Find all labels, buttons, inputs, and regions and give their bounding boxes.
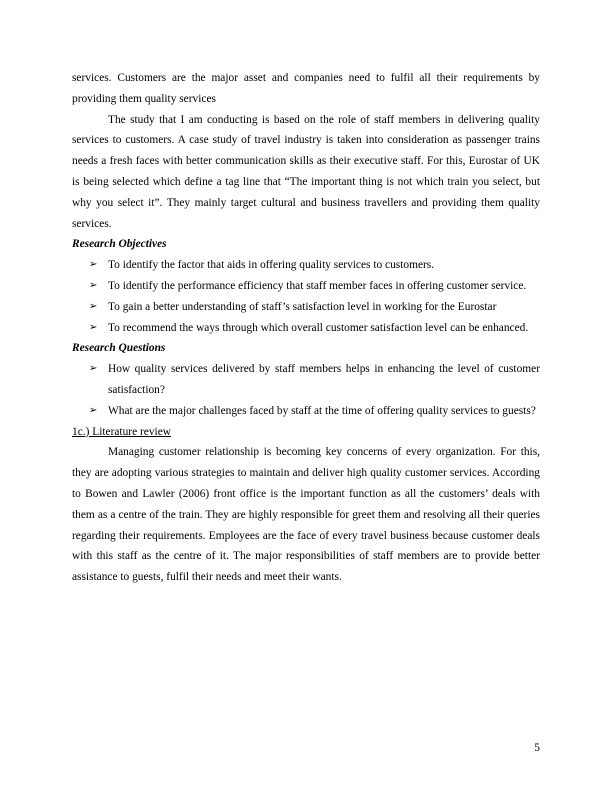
arrowhead-bullet-icon: ➢ — [89, 321, 98, 333]
research-questions-heading: Research Questions — [72, 342, 166, 355]
literature-review-paragraph: Managing customer relationship is becoming key concerns of every organization. For this, they are adopting various strategies to maintain and deliver high quality customer services. According to Bowen and Lawler (2006) front office is the important function as all the customers’ deals with them as a centre of the train. They are highly responsible for greet them and resolving all their queries regarding their requirements. Employees are the face of every travel business because customer deals with this staff as the centre of it. The major responsibilities of staff members are to provide better assistance to guests, fulfil their needs and meet their wants. — [72, 446, 540, 584]
arrowhead-bullet-icon: ➢ — [89, 404, 98, 416]
page-number: 5 — [534, 742, 540, 754]
arrowhead-bullet-icon: ➢ — [89, 279, 98, 291]
objective-text: To recommend the ways through which overall customer satisfaction level can be enhanced. — [108, 321, 529, 334]
objective-text: To identify the factor that aids in offering quality services to customers. — [108, 259, 435, 272]
objective-item — [72, 255, 540, 276]
literature-review-heading: 1c.) Literature review — [72, 425, 171, 438]
intro-continuation-paragraph: services. Customers are the major asset and companies need to fulfil all their requirements by providing them quality services — [72, 72, 540, 105]
objective-item — [72, 276, 540, 297]
research-objectives-heading: Research Objectives — [72, 238, 167, 251]
research-questions-list — [72, 359, 540, 421]
objective-text: To identify the performance efficiency that staff member faces in offering customer service. — [108, 279, 527, 292]
objective-text: To gain a better understanding of staff’s satisfaction level in working for the Eurostar — [108, 300, 497, 313]
objective-item — [72, 297, 540, 318]
research-objectives-list — [72, 255, 540, 338]
arrowhead-bullet-icon: ➢ — [89, 363, 98, 375]
objective-item — [72, 318, 540, 339]
question-item — [72, 359, 540, 401]
question-text: What are the major challenges faced by staff at the time of offering quality services to guests? — [108, 404, 536, 417]
arrowhead-bullet-icon: ➢ — [89, 300, 98, 312]
document-page — [72, 68, 540, 588]
question-item — [72, 401, 540, 422]
study-description-paragraph: The study that I am conducting is based on the role of staff members in delivering quality services to customers. A case study of travel industry is taken into consideration as passenger trains needs a fresh faces with better communication skills as their executive staff. For this, Eurostar of UK is being selected which define a tag line that “The important thing is not which train you select, but why you select it”. They mainly target cultural and business travellers and providing them quality services. — [72, 113, 540, 230]
arrowhead-bullet-icon: ➢ — [89, 259, 98, 271]
question-text: How quality services delivered by staff members helps in enhancing the level of customer satisfaction? — [108, 363, 540, 396]
